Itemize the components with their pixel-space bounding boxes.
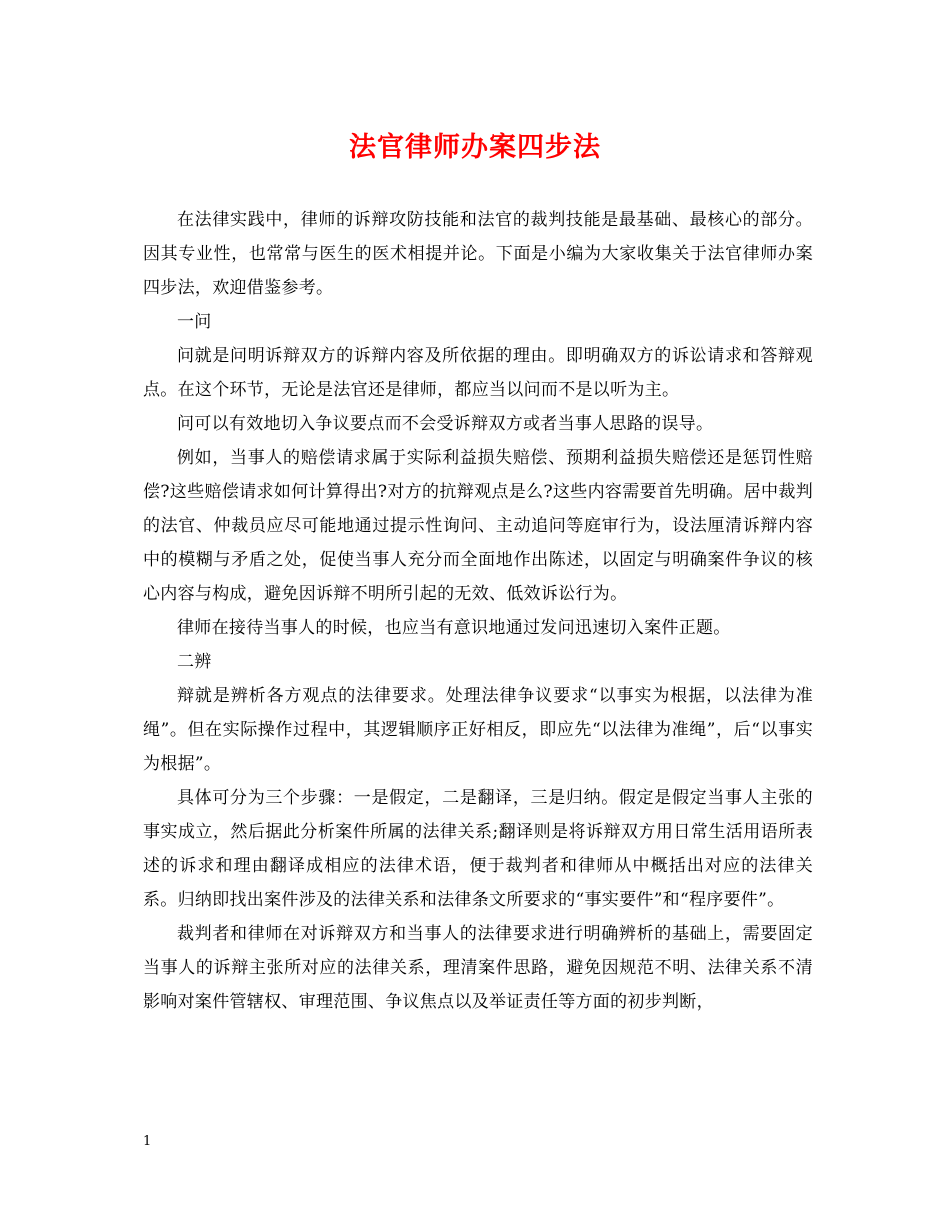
document-title: 法官律师办案四步法	[349, 132, 601, 163]
paragraph: 裁判者和律师在对诉辩双方和当事人的法律要求进行明确辨析的基础上，需要固定当事人的诉辩主张所对应的法律关系，理清案件思路，避免因规范不明、法律关系不清影响对案件管辖权、审理范围、争议焦点以及举证责任等方面的初步判断，	[143, 924, 813, 1012]
paragraph: 问可以有效地切入争议要点而不会受诉辩双方或者当事人思路的误导。	[177, 414, 714, 434]
section-heading-ask: 一问	[177, 312, 212, 332]
paragraph: 具体可分为三个步骤：一是假定，二是翻译，三是归纳。假定是假定当事人主张的事实成立，然后据此分析案件所属的法律关系;翻译则是将诉辩双方用日常生活用语所表述的诉求和理由翻译成相应的法律术语，便于裁判者和律师从中概括出对应的法律关系。归纳即找出案件涉及的法律关系和法律条文所要求的“事实要件”和“程序要件”。	[143, 788, 813, 910]
document-body	[143, 203, 813, 1019]
paragraph-intro: 在法律实践中，律师的诉辩攻防技能和法官的裁判技能是最基础、最核心的部分。因其专业性，也常常与医生的医术相提并论。下面是小编为大家收集关于法官律师办案四步法，欢迎借鉴参考。	[143, 210, 813, 298]
paragraph: 律师在接待当事人的时候，也应当有意识地通过发问迅速切入案件正题。	[177, 618, 731, 638]
paragraph: 问就是问明诉辩双方的诉辩内容及所依据的理由。即明确双方的诉讼请求和答辩观点。在这个环节，无论是法官还是律师，都应当以问而不是以听为主。	[143, 346, 813, 400]
paragraph: 辩就是辨析各方观点的法律要求。处理法律争议要求“以事实为根据，以法律为准绳”。但在实际操作过程中，其逻辑顺序正好相反，即应先“以法律为准绳”，后“以事实为根据”。	[143, 686, 813, 774]
section-heading-distinguish: 二辨	[177, 652, 212, 672]
paragraph: 例如，当事人的赔偿请求属于实际利益损失赔偿、预期利益损失赔偿还是惩罚性赔偿?这些赔偿请求如何计算得出?对方的抗辩观点是么?这些内容需要首先明确。居中裁判的法官、仲裁员应尽可能地通过提示性询问、主动追问等庭审行为，设法厘清诉辩内容中的模糊与矛盾之处，促使当事人充分而全面地作出陈述，以固定与明确案件争议的核心内容与构成，避免因诉辩不明所引起的无效、低效诉讼行为。	[143, 448, 813, 604]
page-number: 1	[143, 1134, 152, 1149]
